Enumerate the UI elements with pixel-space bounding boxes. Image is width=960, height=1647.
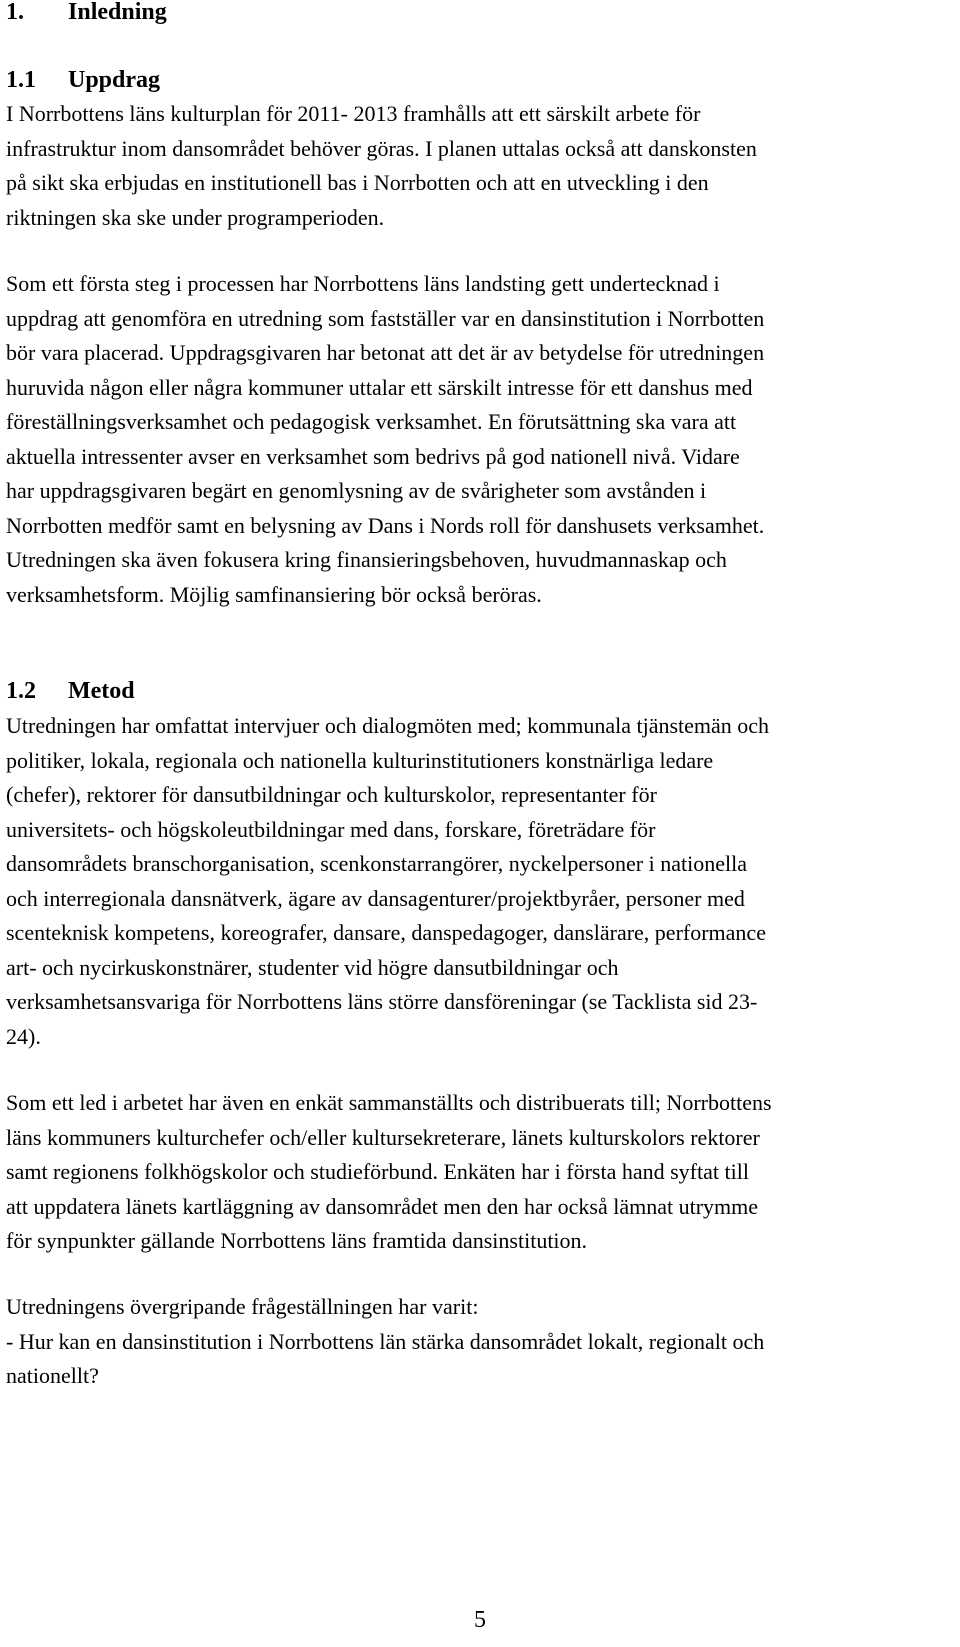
page-number: 5 <box>474 1607 486 1633</box>
text-line: på sikt ska erbjudas en institutionell bas i Norrbotten och att en utveckling i den <box>6 170 709 195</box>
text-line: Som ett led i arbetet har även en enkät sammanställts och distribuerats till; Norrbottens <box>6 1090 772 1115</box>
text-line: verksamhetsansvariga för Norrbottens läns större dansföreningar (se Tacklista sid 23- <box>6 989 758 1014</box>
text-line: nationellt? <box>6 1363 99 1388</box>
heading-number: 1.2 <box>6 678 36 704</box>
uppdrag-paragraph-2 <box>6 267 954 612</box>
text-line: verksamhetsform. Möjlig samfinansiering bör också beröras. <box>6 581 542 607</box>
text-line: och interregionala dansnätverk, ägare av dansagenturer/projektbyråer, personer med <box>6 885 745 911</box>
text-line: huruvida någon eller några kommuner uttalar ett särskilt intresse för ett danshus med <box>6 374 753 400</box>
text-line: samt regionens folkhögskolor och studieförbund. Enkäten har i första hand syftat till <box>6 1159 749 1184</box>
text-line: Utredningen ska även fokusera kring finansieringsbehoven, huvudmannaskap och <box>6 547 727 572</box>
metod-paragraph-3 <box>6 1290 954 1394</box>
text-line: Som ett första steg i processen har Norrbottens läns landsting gett undertecknad i <box>6 271 720 296</box>
heading-inledning <box>6 0 167 26</box>
text-line: aktuella intressenter avser en verksamhet som bedrivs på god nationell nivå. Vidare <box>6 443 740 469</box>
heading-title: Inledning <box>68 0 167 25</box>
metod-paragraph-2 <box>6 1086 954 1259</box>
text-line: Norrbotten medför samt en belysning av Dans i Nords roll för danshusets verksamhet. <box>6 512 765 538</box>
heading-metod <box>6 677 135 705</box>
metod-paragraph-1 <box>6 709 954 1054</box>
text-line: har uppdragsgivaren begärt en genomlysning av de svårigheter som avstånden i <box>6 478 707 503</box>
heading-number: 1. <box>6 0 24 25</box>
text-line: Utredningens övergripande frågeställningen har varit: <box>6 1294 479 1319</box>
heading-uppdrag <box>6 66 160 94</box>
text-line: 24). <box>6 1023 41 1049</box>
text-line: dansområdets branschorganisation, scenkonstarrangörer, nyckelpersoner i nationella <box>6 851 747 876</box>
text-line: universitets- och högskoleutbildningar med dans, forskare, företrädare för <box>6 816 656 842</box>
text-line: för synpunkter gällande Norrbottens läns framtida dansinstitution. <box>6 1228 588 1253</box>
text-line: föreställningsverksamhet och pedagogisk verksamhet. En förutsättning ska vara att <box>6 409 737 434</box>
text-line: politiker, lokala, regionala och nationella kulturinstitutioners konstnärliga ledare <box>6 747 714 773</box>
uppdrag-paragraph-1 <box>6 97 954 235</box>
text-line: att uppdatera länets kartläggning av dansområdet men den har också lämnat utrymme <box>6 1193 759 1219</box>
text-line: bör vara placerad. Uppdragsgivaren har betonat att det är av betydelse för utredningen <box>6 340 765 365</box>
text-line: scenteknisk kompetens, koreografer, dansare, danspedagoger, danslärare, performance <box>6 920 766 945</box>
text-line: - Hur kan en dansinstitution i Norrbottens län stärka dansområdet lokalt, regionalt och <box>6 1328 765 1354</box>
text-line: art- och nycirkuskonstnärer, studenter vid högre dansutbildningar och <box>6 954 619 980</box>
heading-title: Uppdrag <box>68 67 161 93</box>
text-line: riktningen ska ske under programperioden. <box>6 204 385 230</box>
text-line: I Norrbottens läns kulturplan för 2011- 2013 framhålls att ett särskilt arbete för <box>6 101 701 126</box>
text-line: (chefer), rektorer för dansutbildningar och kulturskolor, representanter för <box>6 782 657 807</box>
text-line: läns kommuners kulturchefer och/eller kultursekreterare, länets kulturskolors rektorer <box>6 1124 760 1150</box>
heading-title: Metod <box>68 678 135 704</box>
text-line: Utredningen har omfattat intervjuer och dialogmöten med; kommunala tjänstemän och <box>6 713 770 738</box>
heading-number: 1.1 <box>6 67 36 93</box>
text-line: infrastruktur inom dansområdet behöver göras. I planen uttalas också att danskonsten <box>6 135 757 161</box>
text-line: uppdrag att genomföra en utredning som fastställer var en dansinstitution i Norrbotten <box>6 305 765 331</box>
